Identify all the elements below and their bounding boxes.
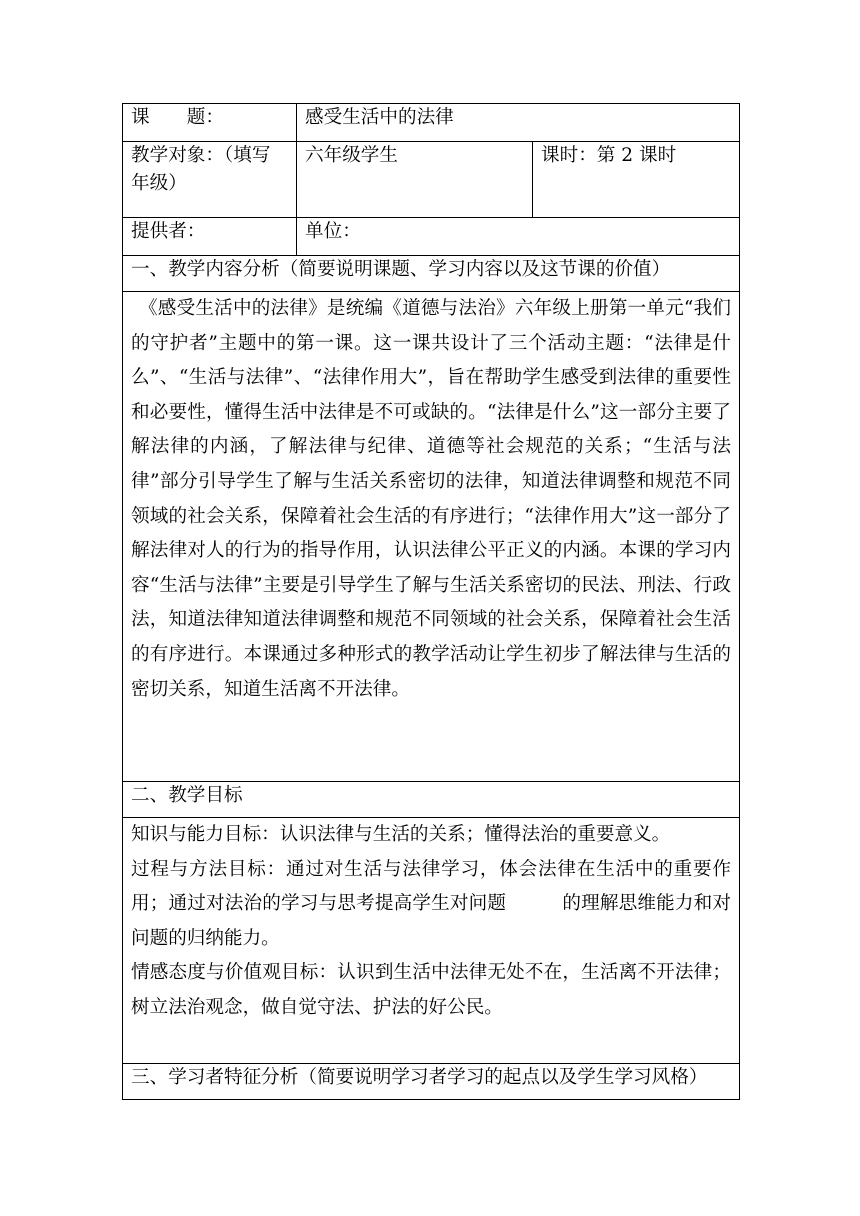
section2-heading: 二、教学目标 xyxy=(123,782,740,818)
section1-body-row xyxy=(123,292,740,782)
section1-body: 《感受生活中的法律》是统编《道德与法治》六年级上册第一单元“我们的守护者”主题中的第一课。这一课共设计了三个活动主题：“法律是什么”、“生活与法律”、“法律作用大”，旨在帮助学生感受到法律的重要性和必要性，懂得生活中法律是不可或缺的。“法律是什么”这一部分主要了解法律的内涵，了解法律与纪律、道德等社会规范的关系；“生活与法律”部分引导学生了解与生活关系密切的法律，知道法律调整和规范不同领域的社会关系，保障着社会生活的有序进行；“法律作用大”这一部分了解法律对人的行为的指导作用，认识法律公平正义的内涵。本课的学习内容“生活与法律”主要是引导学生了解与生活关系密切的民法、刑法、行政法，知道法律知道法律调整和规范不同领域的社会关系，保障着社会生活的有序进行。本课通过多种形式的教学活动让学生初步了解法律与生活的密切关系，知道生活离不开法律。 xyxy=(131,298,732,700)
topic-value: 感受生活中的法律 xyxy=(297,104,740,142)
section1-heading-row xyxy=(123,256,740,292)
topic-row xyxy=(123,104,740,142)
section2-heading-row xyxy=(123,782,740,818)
provider-row xyxy=(123,218,740,256)
lesson-plan-sheet xyxy=(122,103,739,1100)
section2-body-row xyxy=(123,818,740,1064)
section3-heading: 三、学习者特征分析（简要说明学习者学习的起点以及学生学习风格） xyxy=(123,1064,740,1100)
section3-heading-row xyxy=(123,1064,740,1100)
objective-knowledge: 知识与能力目标：认识法律与生活的关系；懂得法治的重要意义。 xyxy=(131,824,671,845)
lesson-plan-table xyxy=(122,103,740,1100)
audience-label: 教学对象：（填写年级） xyxy=(123,142,297,218)
provider-label: 提供者： xyxy=(123,218,297,256)
objective-process: 过程与方法目标：通过对生活与法律学习，体会法律在生活中的重要作用；通过对法治的学习与思考提高学生对问题 的理解思维能力和对问题的归纳能力。 xyxy=(131,858,732,949)
audience-row xyxy=(123,142,740,218)
audience-value: 六年级学生 xyxy=(297,142,533,218)
topic-label: 课 题： xyxy=(123,104,297,142)
unit-label: 单位： xyxy=(297,218,740,256)
class-period: 课时：第 2 课时 xyxy=(533,142,740,218)
section1-heading: 一、教学内容分析（简要说明课题、学习内容以及这节课的价值） xyxy=(123,256,740,292)
objective-attitude: 情感态度与价值观目标：认识到生活中法律无处不在，生活离不开法律；树立法治观念，做自觉守法、护法的好公民。 xyxy=(131,962,732,1018)
